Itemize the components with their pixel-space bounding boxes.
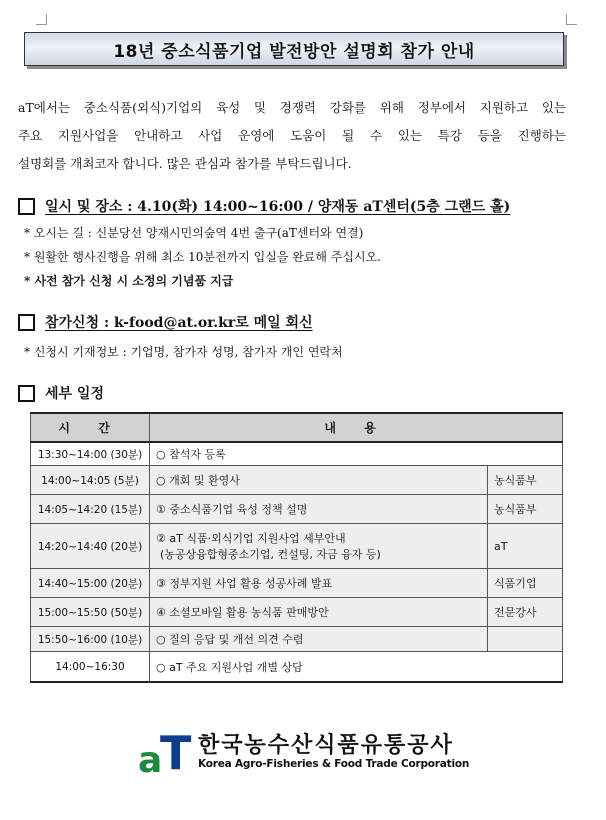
logo-mark-a: a xyxy=(138,740,163,781)
schedule-content: ○ 질의 응답 및 개선 의견 수렴 xyxy=(150,627,488,652)
schedule-header-row xyxy=(31,413,563,442)
schedule-org: 농식품부 xyxy=(488,495,563,524)
schedule-content-subline: (농공상융합형중소기업, 컨설팅, 자금 융자 등) xyxy=(160,548,381,561)
section-date-place-title: 일시 및 장소 : 4.10(화) 14:00~16:00 / 양재동 aT센터(5층 그랜드 홀) xyxy=(45,199,511,215)
schedule-org xyxy=(488,627,563,652)
table-row xyxy=(31,466,563,495)
table-row xyxy=(31,524,563,569)
schedule-time: 14:05~14:20 (15분) xyxy=(31,495,150,524)
section-schedule xyxy=(18,383,104,403)
page-corner-mark-right xyxy=(566,14,577,25)
schedule-content xyxy=(150,524,488,569)
note-registration-info: * 신청시 기재정보 : 기업명, 참가자 성명, 참가자 개인 연락처 xyxy=(24,345,343,359)
table-row xyxy=(31,598,563,627)
checkbox-square-icon xyxy=(18,198,35,215)
note-directions: * 오시는 길 : 신분당선 양재시민의숲역 4번 출구(aT센터와 연결) xyxy=(24,226,364,240)
schedule-content: ○ 개회 및 환영사 xyxy=(150,466,488,495)
table-row xyxy=(31,627,563,652)
checkbox-square-icon xyxy=(18,385,35,402)
table-row xyxy=(31,442,563,466)
section-registration xyxy=(18,312,313,332)
intro-line: 설명회를 개최코자 합니다. 많은 관심과 참가를 부탁드립니다. xyxy=(18,156,352,171)
schedule-org: 식품기업 xyxy=(488,569,563,598)
page-title xyxy=(24,32,564,66)
section-registration-title: 참가신청 : k-food@at.or.kr로 메일 회신 xyxy=(45,315,313,331)
page-title-text: 18년 중소식품기업 발전방안 설명회 참가 안내 xyxy=(113,41,475,62)
at-logo xyxy=(136,726,470,781)
schedule-time: 13:30~14:00 (30분) xyxy=(31,442,150,466)
schedule-time: 14:00~16:30 xyxy=(31,652,150,683)
schedule-content: ○ 참석자 등록 xyxy=(150,442,563,466)
intro-line: aT에서는 중소식품(외식)기업의 육성 및 경쟁력 강화를 위해 정부에서 지원하고 있는 xyxy=(18,100,566,115)
note-gift: * 사전 참가 신청 시 소정의 기념품 지급 xyxy=(24,274,234,288)
schedule-content: ① 중소식품기업 육성 정책 설명 xyxy=(150,495,488,524)
schedule-header-content: 내 용 xyxy=(150,413,563,442)
schedule-org: 전문강사 xyxy=(488,598,563,627)
note-arrival: * 원활한 행사진행을 위해 최소 10분전까지 입실을 완료해 주십시오. xyxy=(24,250,381,264)
logo-mark-t: T xyxy=(160,726,192,780)
schedule-org: aT xyxy=(488,524,563,569)
logo-name-korean: 한국농수산식품유통공사 xyxy=(198,733,454,758)
schedule-content-line: ② aT 식품·외식기업 지원사업 세부안내 xyxy=(156,532,346,545)
schedule-content: ③ 정부지원 사업 활용 성공사례 발표 xyxy=(150,569,488,598)
section-date-place xyxy=(18,196,510,216)
schedule-time: 14:40~15:00 (20분) xyxy=(31,569,150,598)
schedule-time: 14:20~14:40 (20분) xyxy=(31,524,150,569)
schedule-time: 14:00~14:05 (5분) xyxy=(31,466,150,495)
section-schedule-title: 세부 일정 xyxy=(45,386,104,402)
schedule-org: 농식품부 xyxy=(488,466,563,495)
schedule-content: ④ 소셜모바일 활용 농식품 판매방안 xyxy=(150,598,488,627)
schedule-time: 15:00~15:50 (50분) xyxy=(31,598,150,627)
intro-line: 주요 지원사업을 안내하고 사업 운영에 도움이 될 수 있는 특강 등을 진행하는 xyxy=(18,128,566,143)
table-row xyxy=(31,569,563,598)
schedule-content: ○ aT 주요 지원사업 개별 상담 xyxy=(150,652,563,683)
checkbox-square-icon xyxy=(18,314,35,331)
table-row xyxy=(31,495,563,524)
intro-paragraph xyxy=(18,94,566,178)
page-corner-mark-left xyxy=(36,14,47,25)
schedule-header-time: 시 간 xyxy=(31,413,150,442)
schedule-table xyxy=(30,412,563,683)
table-row xyxy=(31,652,563,683)
logo-name-english: Korea Agro-Fisheries & Food Trade Corporation xyxy=(198,758,470,770)
schedule-time: 15:50~16:00 (10분) xyxy=(31,627,150,652)
